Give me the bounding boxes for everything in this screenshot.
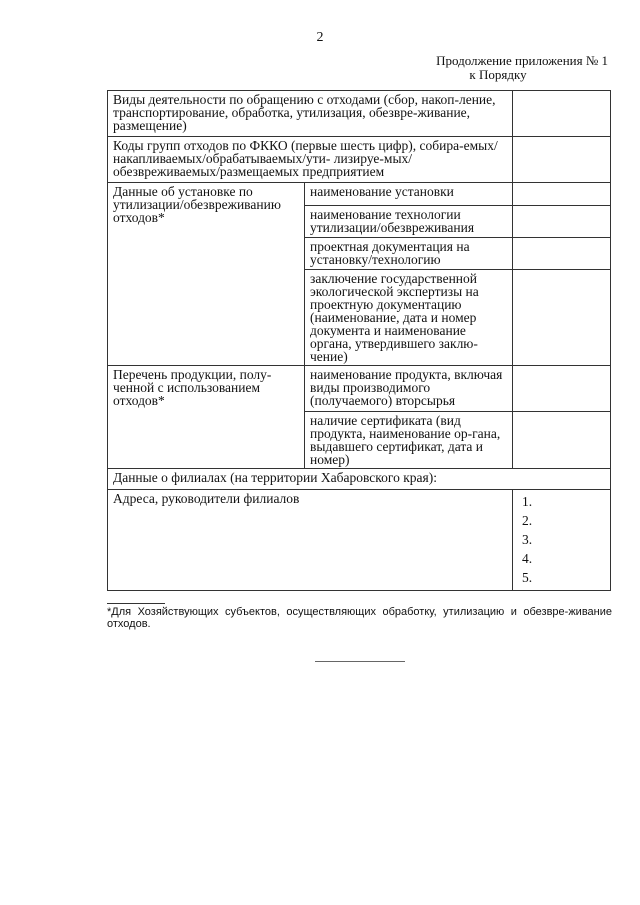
branch-number: 3.	[522, 532, 533, 547]
table-row	[108, 469, 611, 490]
installation-item: заключение государственной экологической экспертизы на проектную документацию (наименование, дата и номер документа и наименование органа, утвердившего заклю-чение)	[305, 270, 513, 366]
branch-number: 2.	[522, 513, 533, 528]
products-item: наименование продукта, включая виды производимого (получаемого) вторсырья	[305, 366, 513, 412]
waste-data-table	[107, 90, 611, 591]
appendix-header	[348, 54, 608, 82]
fkko-codes-value-cell	[513, 137, 611, 183]
products-item: наличие сертификата (вид продукта, наименование ор-гана, выдавшего сертификат, дата и номер)	[305, 412, 513, 469]
products-value-cell	[513, 412, 611, 469]
page-number: 2	[316, 30, 324, 45]
installation-value-cell	[513, 183, 611, 206]
products-value-cell	[513, 366, 611, 412]
installation-item: наименование установки	[305, 183, 513, 206]
installation-label: Данные об установке по утилизации/обезвреживанию отходов*	[108, 183, 305, 366]
activities-value-cell	[513, 91, 611, 137]
branches-label: Адреса, руководители филиалов	[108, 490, 513, 591]
installation-item: наименование технологии утилизации/обезвреживания	[305, 206, 513, 238]
installation-item: проектная документация на установку/технологию	[305, 238, 513, 270]
installation-value-cell	[513, 206, 611, 238]
footnote-separator	[107, 603, 165, 604]
footnote: *Для Хозяйствующих субъектов, осуществляющих обработку, утилизацию и обезвре-живание отходов.	[107, 606, 612, 630]
installation-value-cell	[513, 238, 611, 270]
table-row	[108, 490, 611, 591]
table-row	[108, 137, 611, 183]
end-separator	[315, 661, 405, 662]
appendix-header-line2: к Порядку	[469, 67, 527, 82]
branch-number: 1.	[522, 494, 533, 509]
table-row	[108, 91, 611, 137]
appendix-header-line1: Продолжение приложения № 1	[436, 53, 608, 68]
table-row	[108, 183, 611, 206]
branch-number: 4.	[522, 551, 533, 566]
branches-numbers	[513, 490, 611, 591]
table-row	[108, 366, 611, 412]
installation-value-cell	[513, 270, 611, 366]
products-label: Перечень продукции, полу-ченной с использованием отходов*	[108, 366, 305, 469]
branch-number: 5.	[522, 570, 533, 585]
fkko-codes-label: Коды групп отходов по ФККО (первые шесть цифр), собира-емых/накапливаемых/обрабатываемых/ути- лизируе-мых/обезвреживаемых/размещаемых предприятием	[108, 137, 513, 183]
branches-heading: Данные о филиалах (на территории Хабаровского края):	[108, 469, 611, 490]
activities-label: Виды деятельности по обращению с отходами (сбор, накоп-ление, транспортирование, обработка, утилизация, обезвре-живание, размещение)	[108, 91, 513, 137]
